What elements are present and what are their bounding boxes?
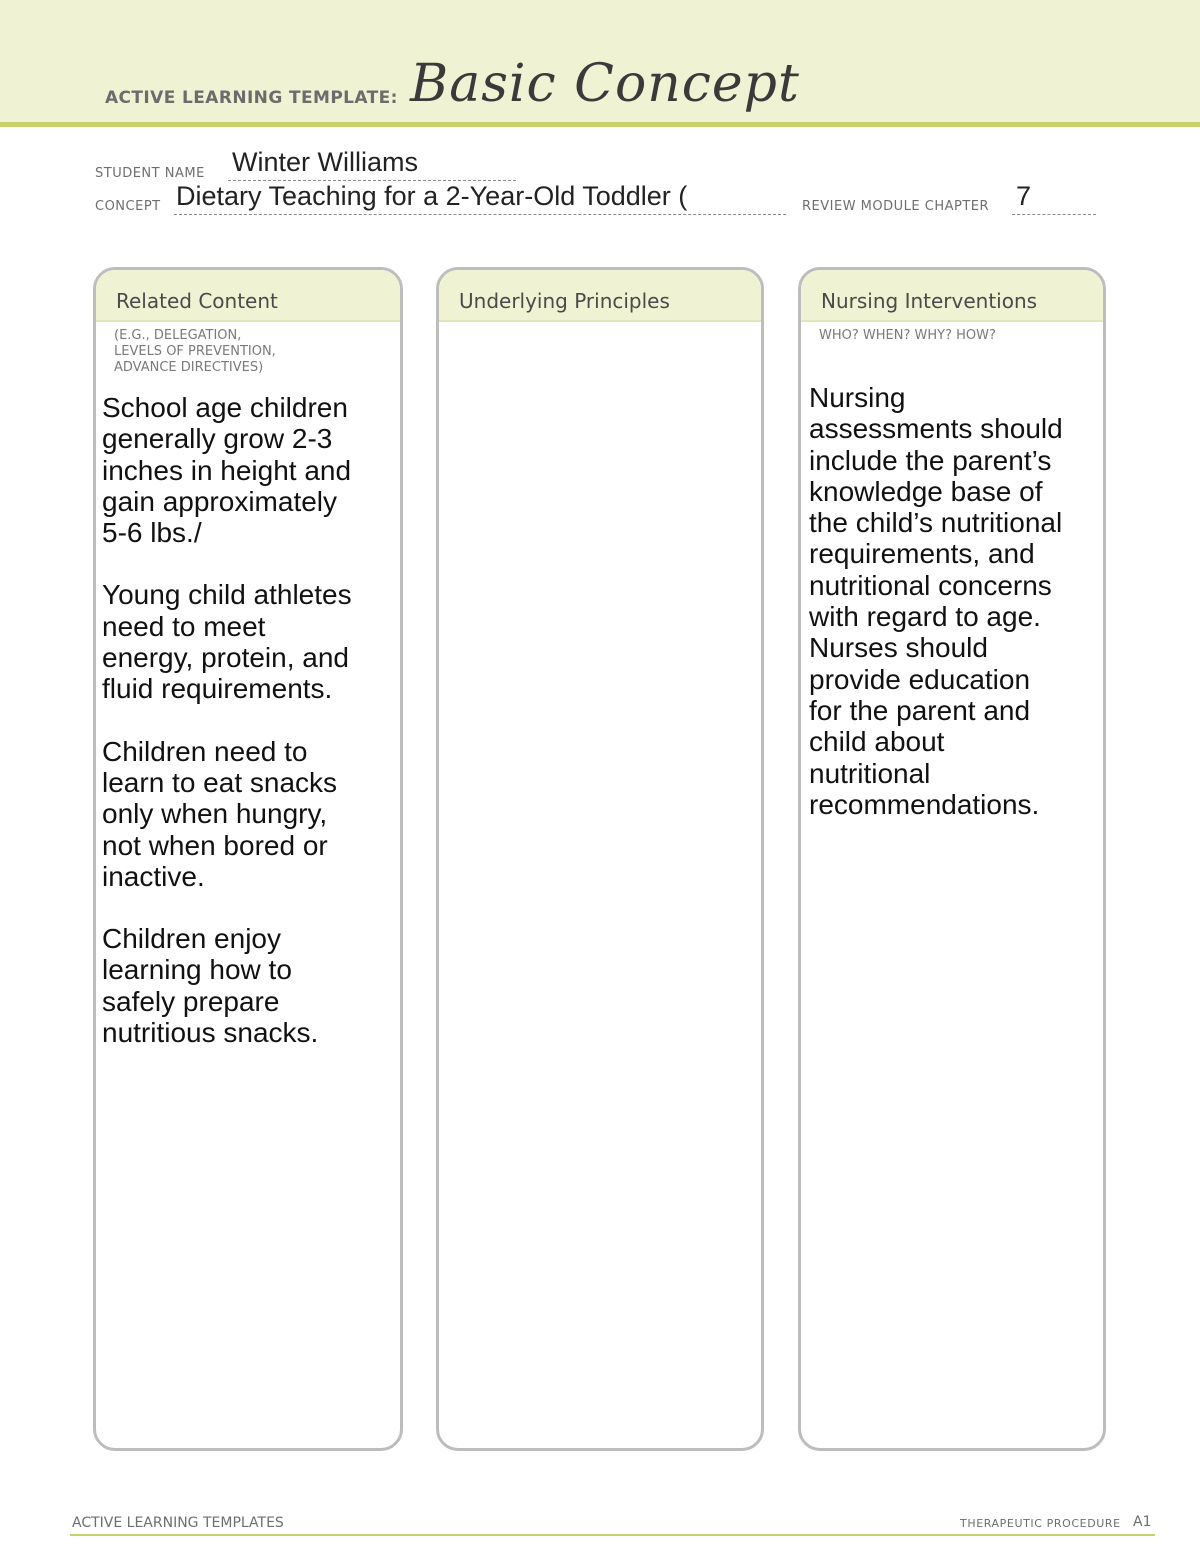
footer-divider (70, 1534, 1155, 1536)
concept-label: CONCEPT (95, 199, 161, 214)
footer-page-code: A1 (1133, 1514, 1152, 1530)
related-paragraph: Young child athletes need to meet energy, protein, and fluid requirements. (102, 579, 352, 705)
page-title: Basic Concept (410, 54, 800, 114)
review-chapter-field[interactable]: 7 (1016, 181, 1032, 211)
related-content-hint: (E.G., DELEGATION, LEVELS OF PREVENTION, ADVANCE DIRECTIVES) (114, 328, 276, 375)
review-chapter-label: REVIEW MODULE CHAPTER (802, 199, 990, 214)
footer-category-label: THERAPEUTIC PROCEDURE (960, 1517, 1121, 1530)
underlying-principles-text[interactable] (445, 338, 751, 1438)
nursing-interventions-text[interactable] (809, 382, 1093, 820)
related-content-heading: Related Content (96, 270, 400, 322)
related-paragraph: School age children generally grow 2-3 inches in height and gain approximately 5-6 lbs./ (102, 392, 352, 549)
underlying-principles-heading: Underlying Principles (439, 270, 761, 322)
student-name-label: STUDENT NAME (95, 166, 205, 181)
related-paragraph: Children enjoy learning how to safely prepare nutritious snacks. (102, 923, 319, 1049)
review-chapter-underline (1012, 214, 1096, 215)
related-paragraph: Children need to learn to eat snacks only when hungry, not when bored or inactive. (102, 735, 338, 892)
related-content-card (93, 267, 403, 1451)
template-label: ACTIVE LEARNING TEMPLATE: (105, 88, 398, 108)
underlying-principles-card (436, 267, 764, 1451)
related-content-text[interactable] (102, 392, 390, 1048)
nursing-interventions-card (798, 267, 1106, 1451)
concept-field[interactable]: Dietary Teaching for a 2-Year-Old Toddler ( (176, 181, 688, 211)
footer-series-label: ACTIVE LEARNING TEMPLATES (72, 1515, 284, 1531)
nursing-interventions-hint: WHO? WHEN? WHY? HOW? (819, 328, 996, 343)
concept-underline (174, 214, 786, 215)
nursing-interventions-heading: Nursing Interventions (801, 270, 1103, 322)
nursing-paragraph: Nursing assessments should include the parent’s knowledge base of the child’s nutritional requirements, and nutritional concerns with regard to age. Nurses should provide education for the parent and child about nutritional recommendations. (809, 382, 1063, 820)
student-name-field[interactable]: Winter Williams (232, 147, 418, 177)
header-divider (0, 122, 1200, 127)
